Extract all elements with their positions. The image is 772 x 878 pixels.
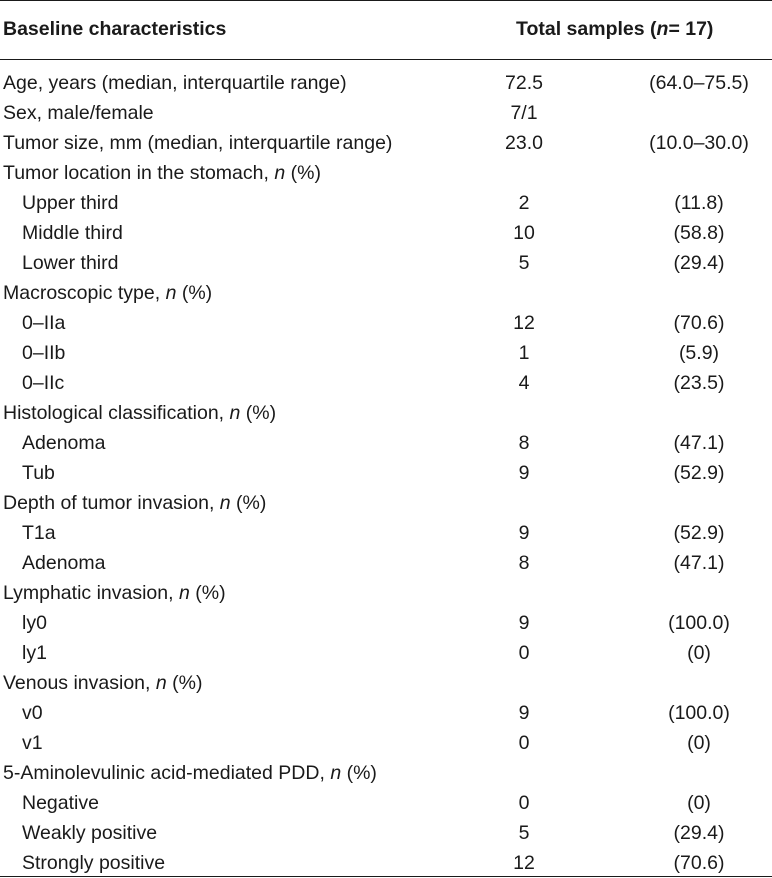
row-label: Age, years (median, interquartile range): [3, 72, 347, 94]
row-label: Upper third: [22, 192, 119, 214]
row-label: Adenoma: [22, 552, 106, 574]
table-row-group: [0, 158, 772, 188]
row-label: 0–IIc: [22, 372, 65, 394]
table-row: [0, 548, 772, 578]
row-label: [3, 488, 266, 518]
group-label-text: Histological classification,: [3, 402, 230, 424]
group-label-n: n: [219, 492, 231, 514]
row-range: (70.6): [673, 312, 725, 334]
row-label: T1a: [22, 522, 56, 544]
group-label-after: (%): [341, 762, 377, 784]
group-label-text: Macroscopic type,: [3, 282, 166, 304]
row-value: 0: [518, 792, 530, 814]
row-label: Middle third: [22, 222, 123, 244]
group-label-text: Venous invasion,: [3, 672, 156, 694]
group-label-text: Depth of tumor invasion,: [3, 492, 220, 514]
table-row: [0, 98, 772, 128]
row-value: 23.0: [505, 132, 543, 154]
header-total-suffix: = 17): [668, 18, 714, 40]
row-label: Weakly positive: [22, 822, 158, 844]
row-value: 10: [513, 222, 535, 244]
row-value: 2: [518, 192, 530, 214]
group-label-after: (%): [240, 402, 277, 424]
table-row: [0, 848, 772, 878]
group-label-n: n: [330, 762, 342, 784]
row-label: [3, 278, 212, 308]
table-row-group: [0, 758, 772, 788]
header-total-prefix: Total samples (: [516, 18, 657, 40]
row-range: (100.0): [668, 612, 730, 634]
group-label-n: n: [274, 162, 286, 184]
row-label: Sex, male/female: [3, 102, 154, 124]
row-value: 5: [518, 252, 530, 274]
table-row-group: [0, 668, 772, 698]
table-row: [0, 818, 772, 848]
table-body: [0, 68, 772, 878]
header-total-samples: [516, 0, 713, 59]
group-label-text: Tumor location in the stomach,: [3, 162, 275, 184]
table-row: [0, 638, 772, 668]
table-row: [0, 608, 772, 638]
table-row: [0, 248, 772, 278]
row-value: 9: [518, 612, 530, 634]
row-label: ly1: [22, 642, 47, 664]
group-label-n: n: [178, 582, 190, 604]
row-range: (52.9): [673, 522, 725, 544]
row-range: (47.1): [673, 432, 725, 454]
row-range: (5.9): [678, 342, 720, 364]
row-value: 12: [513, 852, 535, 874]
row-value: 0: [518, 732, 530, 754]
table-row: [0, 338, 772, 368]
table-row: [0, 788, 772, 818]
header-baseline-characteristics: Baseline characteristics: [3, 18, 227, 40]
header-total-n: n: [656, 18, 669, 40]
table-row: [0, 188, 772, 218]
row-range: (10.0–30.0): [649, 132, 749, 154]
row-label: 0–IIa: [22, 312, 66, 334]
group-label-after: (%): [189, 582, 226, 604]
table-row: [0, 518, 772, 548]
table-row: [0, 218, 772, 248]
row-range: (0): [687, 732, 711, 754]
table-row: [0, 428, 772, 458]
row-range: (58.8): [673, 222, 725, 244]
row-label: ly0: [22, 612, 47, 634]
group-label-n: n: [165, 282, 177, 304]
group-label-n: n: [155, 672, 167, 694]
row-label: [3, 758, 377, 788]
row-range: (70.6): [673, 852, 725, 874]
row-range: (100.0): [668, 702, 730, 724]
header-rule: [0, 59, 772, 60]
row-range: (52.9): [673, 462, 725, 484]
row-label: v0: [22, 702, 43, 724]
row-value: 9: [518, 702, 530, 724]
row-label: Tub: [22, 462, 55, 484]
row-value: 12: [513, 312, 535, 334]
row-range: (29.4): [673, 252, 725, 274]
group-label-text: Lymphatic invasion,: [3, 582, 179, 604]
row-range: (23.5): [673, 372, 725, 394]
table-row: [0, 698, 772, 728]
row-range: (0): [687, 792, 711, 814]
table-row-group: [0, 398, 772, 428]
table-row: [0, 128, 772, 158]
row-label: Strongly positive: [22, 852, 166, 874]
row-label: Negative: [22, 792, 99, 814]
row-label: [3, 158, 321, 188]
group-label-after: (%): [166, 672, 203, 694]
group-label-n: n: [229, 402, 241, 424]
row-value: 9: [518, 462, 530, 484]
table-row: [0, 458, 772, 488]
table-row: [0, 728, 772, 758]
row-value: 8: [518, 432, 530, 454]
row-value: 8: [518, 552, 530, 574]
row-value: 7/1: [510, 102, 538, 124]
row-range: (29.4): [673, 822, 725, 844]
row-value: 4: [518, 372, 530, 394]
table-row-group: [0, 578, 772, 608]
table-row-group: [0, 278, 772, 308]
group-label-after: (%): [230, 492, 267, 514]
row-value: 1: [518, 342, 530, 364]
row-label: [3, 578, 226, 608]
row-value: 5: [518, 822, 530, 844]
table-row-group: [0, 488, 772, 518]
row-label: [3, 398, 276, 428]
row-value: 0: [518, 642, 530, 664]
row-range: (0): [687, 642, 711, 664]
row-range: (47.1): [673, 552, 725, 574]
row-label: v1: [22, 732, 43, 754]
row-label: [3, 668, 202, 698]
row-value: 72.5: [505, 72, 543, 94]
group-label-text: 5-Aminolevulinic acid-mediated PDD,: [3, 762, 331, 784]
row-value: 9: [518, 522, 530, 544]
row-label: Lower third: [22, 252, 119, 274]
row-label: 0–IIb: [22, 342, 66, 364]
row-range: (64.0–75.5): [649, 72, 749, 94]
group-label-after: (%): [285, 162, 321, 184]
row-label: Tumor size, mm (median, interquartile range): [3, 132, 393, 154]
table-row: [0, 368, 772, 398]
group-label-after: (%): [176, 282, 213, 304]
table-row: [0, 68, 772, 98]
table-row: [0, 308, 772, 338]
row-range: (11.8): [674, 192, 724, 214]
row-label: Adenoma: [22, 432, 106, 454]
